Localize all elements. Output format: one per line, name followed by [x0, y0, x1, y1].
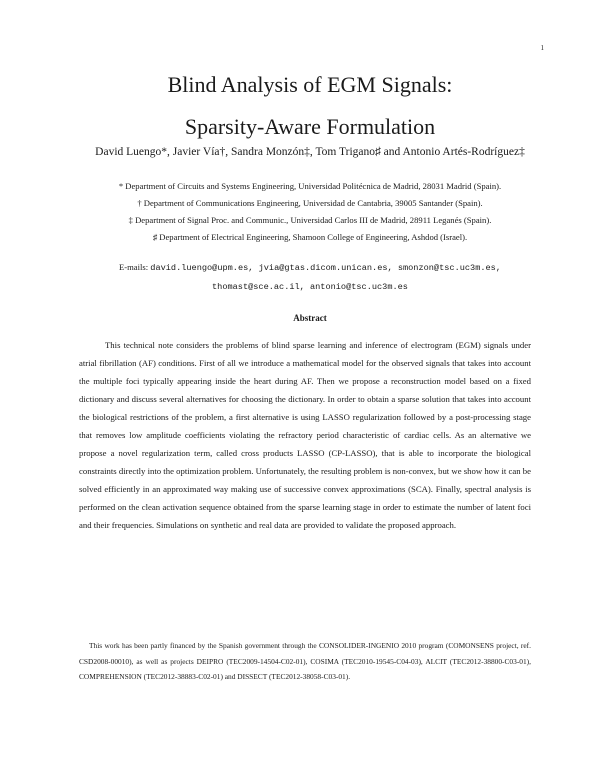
affiliation-uc3m: ‡ Department of Signal Proc. and Communic., Universidad Carlos III de Madrid, 28911 Leganés (Spain). [128, 215, 492, 225]
page-number: 1 [540, 44, 544, 52]
email-list-line-1: david.luengo@upm.es, jvia@gtas.dicom.unican.es, smonzon@tsc.uc3m.es, [150, 263, 501, 273]
affiliations [60, 178, 560, 246]
funding-footnote: This work has been partly financed by the Spanish government through the CONSOLIDER-INGENIO 2010 program (COMONSENS project, ref. CSD2008-00010), as well as projects DEIPRO (TEC2009-14504-C02-01), COSIMA (TEC2010-19545-C04-03), ALCIT (TEC2012-38800-C03-01), COMPREHENSION (TEC2012-38883-C02-01) and DISSECT (TEC2012-38058-C03-01). [79, 641, 531, 681]
email-list-line-2: thomast@sce.ac.il, antonio@tsc.uc3m.es [212, 282, 408, 292]
affiliation-upm: * Department of Circuits and Systems Engineering, Universidad Politécnica de Madrid, 28031 Madrid (Spain). [118, 181, 502, 191]
affiliation-cantabria: † Department of Communications Engineering, Universidad de Cantabria, 39005 Santander (Spain). [137, 198, 483, 208]
title-line-1: Blind Analysis of EGM Signals: [167, 72, 453, 97]
email-block [60, 258, 560, 297]
abstract-body: This technical note considers the problems of blind sparse learning and inference of electrogram (EGM) signals under atrial fibrillation (AF) conditions. First of all we introduce a mathematical model for the observed signals that takes into account the multiple foci typically appearing inside the heart during AF. Then we propose a reconstruction model based on a fixed dictionary and discuss several alternatives for choosing the dictionary. In order to obtain a sparse solution that takes into account the biological restrictions of the problem, a first alternative is using LASSO regularization followed by a post-processing stage that removes low amplitude coefficients violating the refractory period characteristic of cardiac cells. As an alternative we propose a novel regularization term, called cross products LASSO (CP-LASSO), that is able to incorporate the biological constraints directly into the optimization problem. Unfortunately, the resulting problem is non-convex, but we show how it can be solved efficiently in an approximated way making use of successive convex approximations (SCA). Finally, spectral analysis is performed on the clean activation sequence obtained from the sparse learning stage in order to estimate the number of latent foci and their frequencies. Simulations on synthetic and real data are provided to validate the proposed approach. [79, 340, 531, 530]
affiliation-shamoon: ♯ Department of Electrical Engineering, Shamoon College of Engineering, Ashdod (Israel). [152, 232, 468, 242]
title-line-2: Sparsity-Aware Formulation [184, 114, 436, 139]
email-label: E-mails: [119, 262, 149, 272]
author-list: David Luengo*, Javier Vía†, Sandra Monzón‡, Tom Trigano♯ and Antonio Artés-Rodríguez‡ [95, 146, 525, 158]
paper-title [60, 64, 560, 148]
abstract-heading: Abstract [293, 313, 327, 323]
